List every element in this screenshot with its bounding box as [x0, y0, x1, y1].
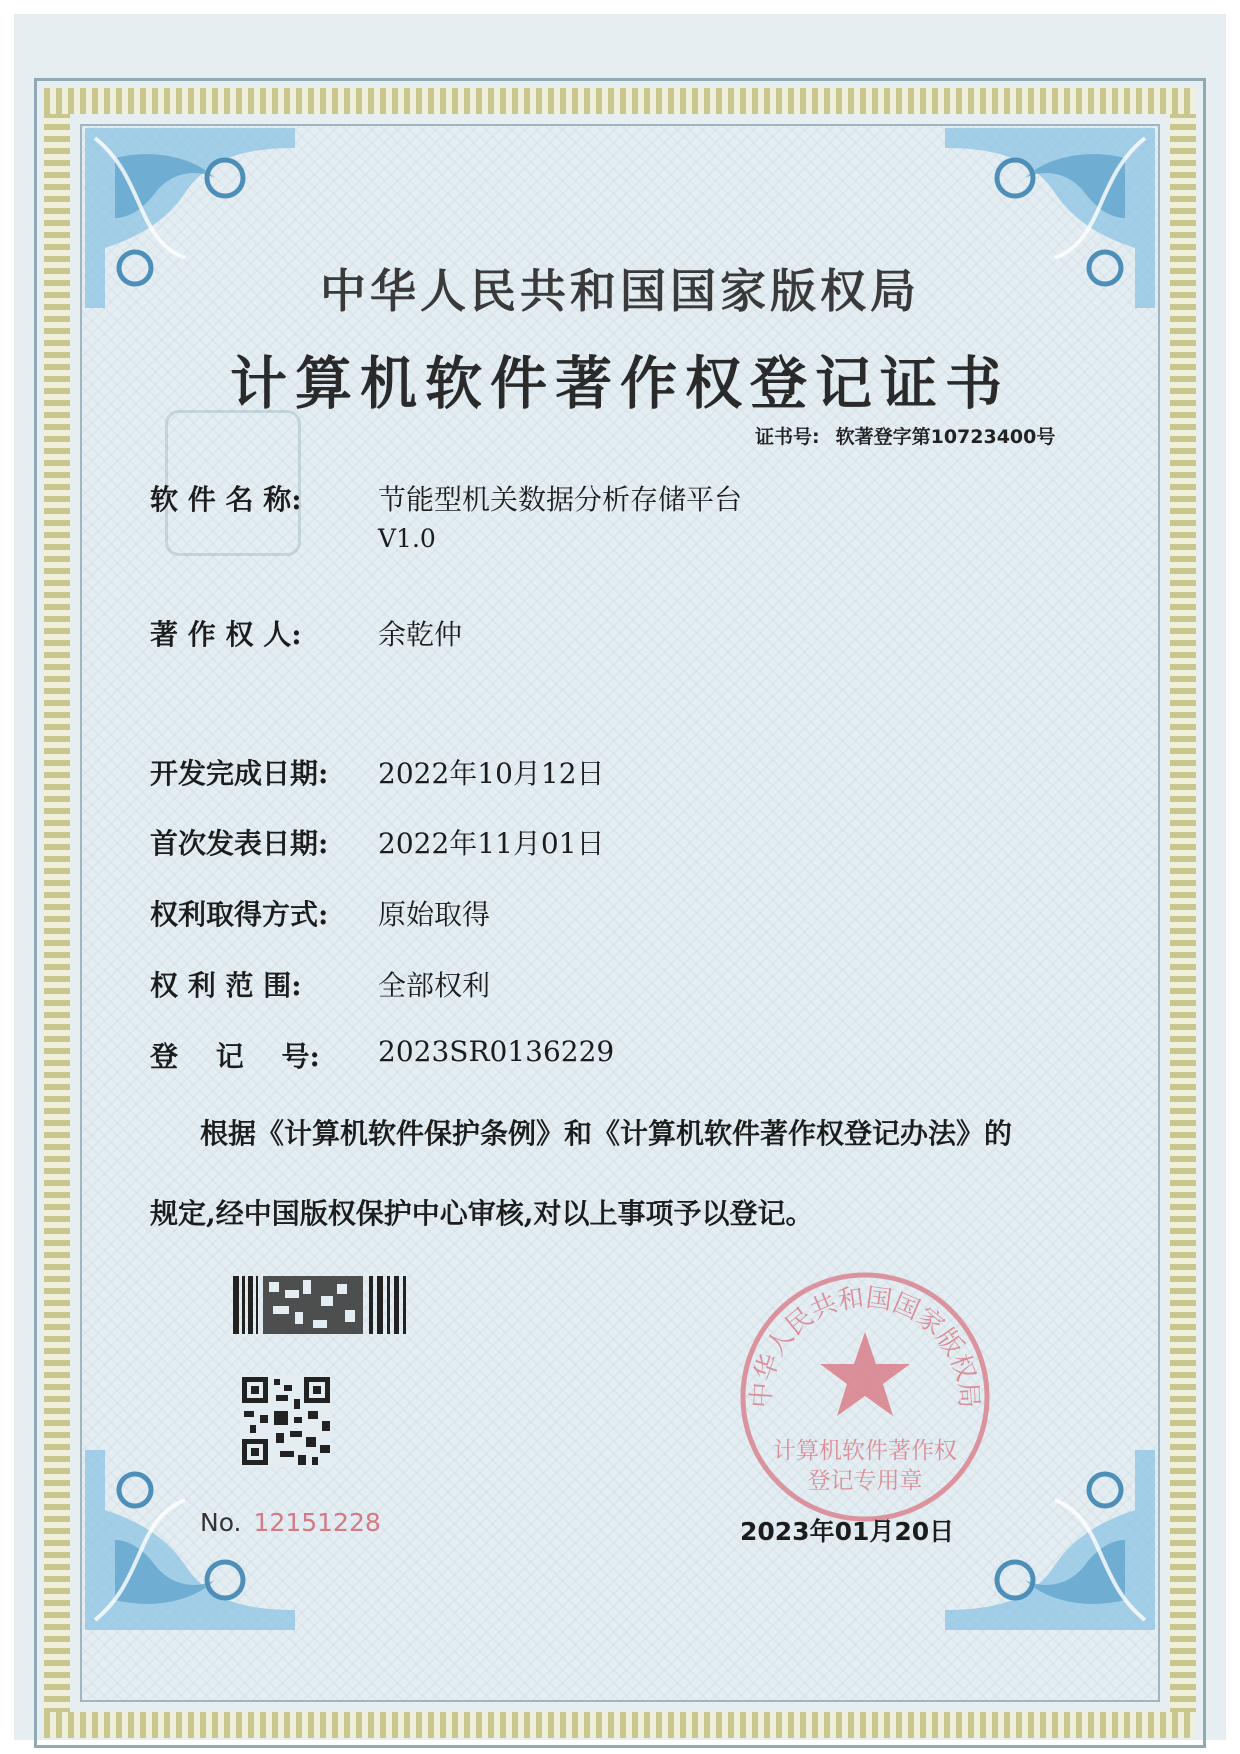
- seal-inner-line2: 登记专用章: [807, 1468, 923, 1494]
- field-value: 2022年10月12日: [378, 757, 605, 790]
- field-value: 2022年11月01日: [378, 827, 605, 860]
- serial-prefix: No.: [200, 1508, 242, 1537]
- field-registration-number: [150, 1035, 614, 1075]
- barcode-icon: [233, 1276, 411, 1334]
- certificate-title: 计算机软件著作权登记证书: [230, 350, 1010, 417]
- field-dev-date: [150, 752, 605, 792]
- software-name-value: 节能型机关数据分析存储平台: [378, 483, 743, 516]
- seal-star-icon: [820, 1332, 910, 1416]
- seal-inner-line1: 计算机软件著作权: [773, 1438, 957, 1464]
- field-label: 开发完成日期:: [150, 757, 329, 790]
- field-label: 登 记 号:: [150, 1040, 320, 1073]
- field-label: 著 作 权 人:: [150, 618, 302, 651]
- corner-ornament-bottom-left: [75, 1440, 305, 1640]
- field-copyright-owner: [150, 613, 462, 653]
- field-publish-date: [150, 822, 605, 862]
- field-value: 全部权利: [378, 969, 491, 1002]
- field-acquire-method: [150, 893, 490, 933]
- cert-no-label: 证书号:: [755, 426, 820, 448]
- field-label: 软 件 名 称:: [150, 483, 302, 516]
- field-label: 权利取得方式:: [150, 898, 329, 931]
- serial-number: [200, 1508, 381, 1537]
- seal-outer-text: 中华人民共和国国家版权局: [746, 1282, 984, 1410]
- serial-value: 12151228: [253, 1508, 381, 1537]
- official-seal: [730, 1262, 1000, 1532]
- field-label: 权 利 范 围:: [150, 969, 302, 1002]
- statement-line-2: 规定,经中国版权保护中心审核,对以上事项予以登记。: [150, 1197, 814, 1230]
- cert-no-value: 软著登字第10723400号: [835, 426, 1056, 448]
- field-value: 2023SR0136229: [378, 1035, 615, 1068]
- field-software-name: [150, 478, 742, 553]
- field-label: 首次发表日期:: [150, 827, 329, 860]
- statement-line-1: 根据《计算机软件保护条例》和《计算机软件著作权登记办法》的: [200, 1117, 1013, 1150]
- issuing-authority: 中华人民共和国国家版权局: [320, 264, 920, 318]
- qr-code-icon: [240, 1375, 332, 1467]
- certificate-number: [755, 422, 1071, 449]
- field-rights-scope: [150, 964, 490, 1004]
- field-value: [378, 478, 742, 553]
- issue-date: 2023年01月20日: [740, 1517, 955, 1546]
- field-value: 原始取得: [378, 898, 491, 931]
- software-version: V1.0: [378, 524, 436, 553]
- field-value: 余乾仲: [378, 618, 463, 651]
